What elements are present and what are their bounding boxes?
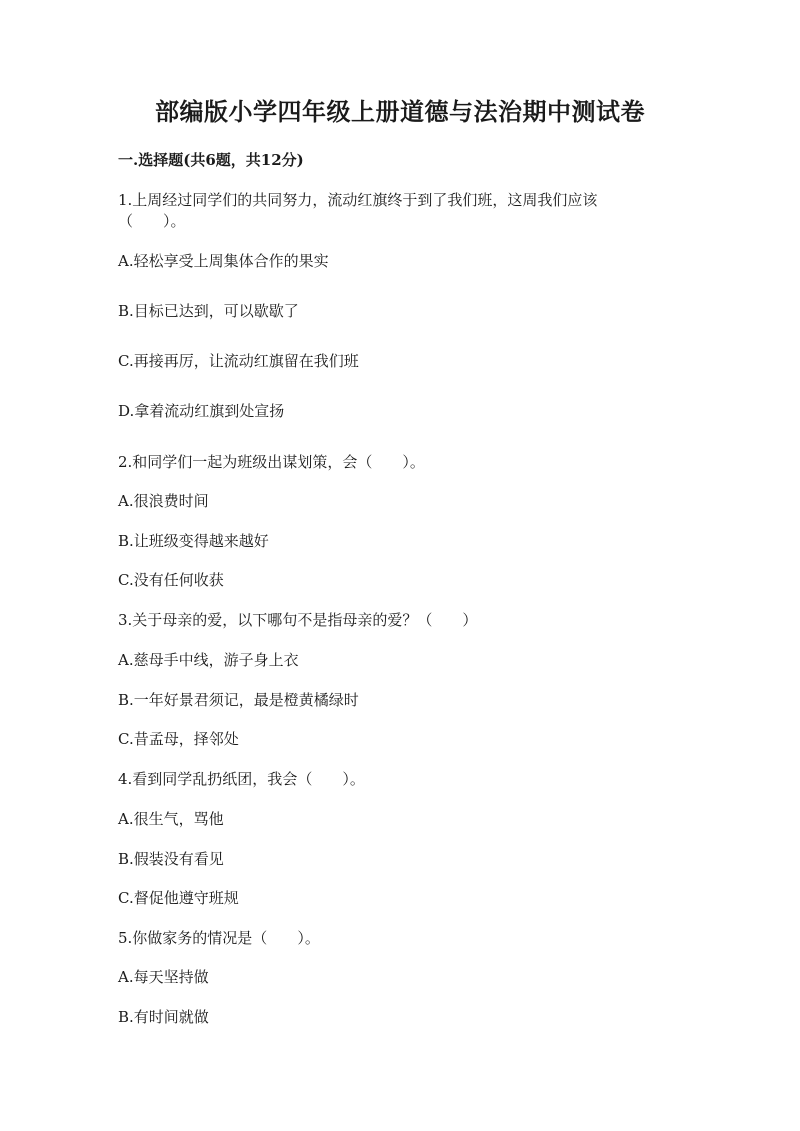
question-3-option-c: C.昔孟母，择邻处 xyxy=(118,730,239,748)
question-3-option-a: A.慈母手中线，游子身上衣 xyxy=(118,651,299,669)
question-1-option-c: C.再接再厉，让流动红旗留在我们班 xyxy=(118,352,359,370)
question-2-stem: 2.和同学们一起为班级出谋划策，会（ ）。 xyxy=(118,453,425,471)
question-3-option-b: B.一年好景君须记，最是橙黄橘绿时 xyxy=(118,691,359,709)
question-1-stem-line-2: （ ）。 xyxy=(118,212,186,230)
question-2-option-a: A.很浪费时间 xyxy=(118,492,209,510)
question-5-stem: 5.你做家务的情况是（ ）。 xyxy=(118,929,320,947)
question-2-option-b: B.让班级变得越来越好 xyxy=(118,532,269,550)
question-1-option-b: B.目标已达到，可以歇歇了 xyxy=(118,302,299,320)
question-5-option-b: B.有时间就做 xyxy=(118,1008,209,1026)
question-4-option-b: B.假装没有看见 xyxy=(118,850,224,868)
exam-title: 部编版小学四年级上册道德与法治期中测试卷 xyxy=(155,97,645,126)
question-2-option-c: C.没有任何收获 xyxy=(118,571,224,589)
question-3-stem: 3.关于母亲的爱，以下哪句不是指母亲的爱？（ ） xyxy=(118,611,478,629)
question-4-stem: 4.看到同学乱扔纸团，我会（ ）。 xyxy=(118,770,365,788)
question-1-option-a: A.轻松享受上周集体合作的果实 xyxy=(118,252,329,270)
question-4-option-a: A.很生气，骂他 xyxy=(118,810,224,828)
question-1-option-d: D.拿着流动红旗到处宣扬 xyxy=(118,402,285,420)
question-5-option-a: A.每天坚持做 xyxy=(118,968,209,986)
question-1-stem-line-1: 1.上周经过同学们的共同努力，流动红旗终于到了我们班，这周我们应该 xyxy=(118,191,598,209)
question-4-option-c: C.督促他遵守班规 xyxy=(118,889,239,907)
section-heading: 一.选择题(共6题，共12分) xyxy=(118,151,304,169)
